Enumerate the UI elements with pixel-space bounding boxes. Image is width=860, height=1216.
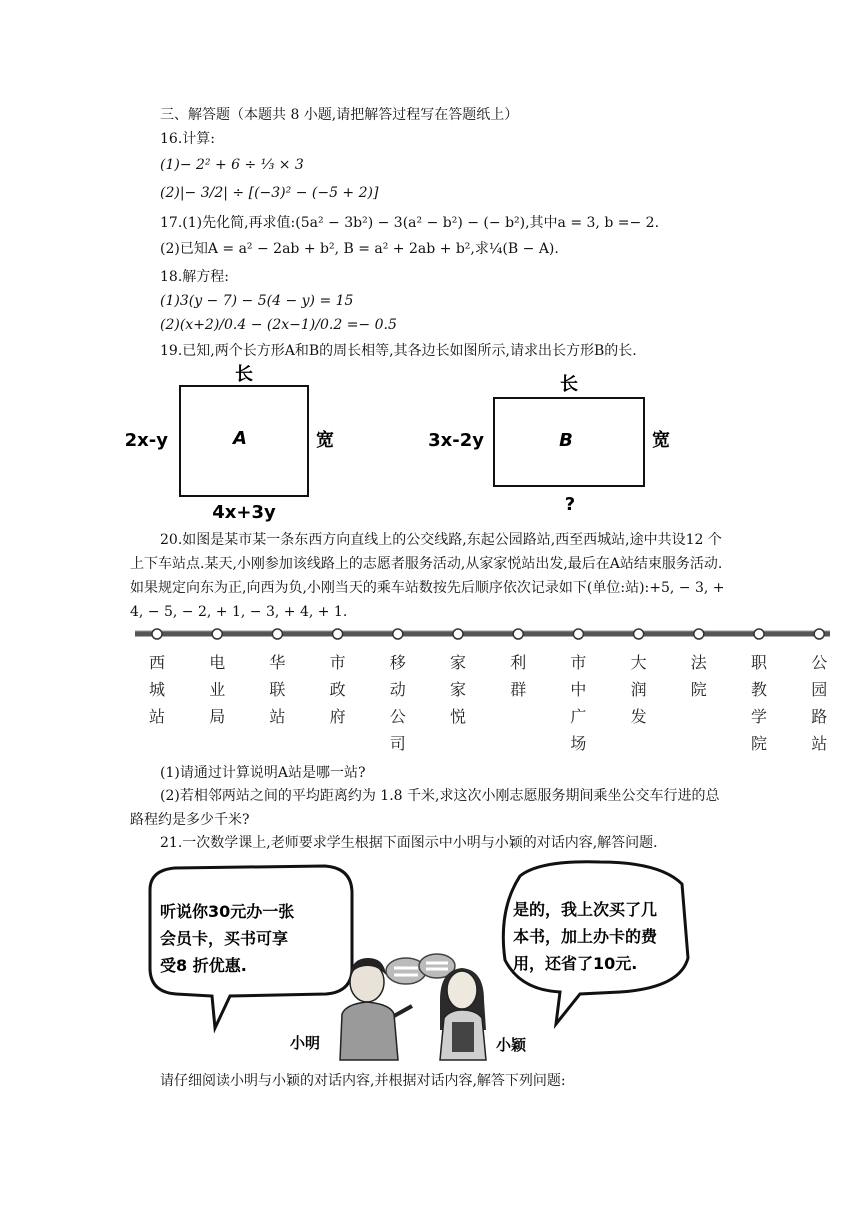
q16-title: 16.计算: [160, 131, 215, 147]
girl-illustration [440, 968, 486, 1060]
bubble-line: 受8 折优惠. [160, 956, 247, 975]
station-label-char: 西 [148, 653, 166, 672]
q17-part2: (2)已知A = a² − 2ab + b², B = a² + 2ab + b²,求¼(B − A). [160, 241, 559, 257]
station-label-char: 职 [750, 653, 768, 672]
q21-text: 21.一次数学课上,老师要求学生根据下面图示中小明与小颖的对话内容,解答问题. [160, 835, 658, 851]
station-label-char: 站 [811, 734, 828, 753]
station-label-char: 大 [630, 653, 647, 672]
rect-a-top-label: 长 [235, 364, 253, 385]
station-label-char: 站 [269, 707, 286, 726]
q19-text: 19.已知,两个长方形A和B的周长相等,其各边长如图所示,请求出长方形B的长. [160, 343, 637, 359]
q17-part1: 17.(1)先化简,再求值:(5a² − 3b²) − 3(a² − b²) − (− b²),其中a = 3, b =− 2. [160, 215, 660, 231]
station-label-char: 局 [209, 707, 226, 726]
svg-text:是的，我上次买了几本书，加上办卡的费用，还省了10元. [513, 900, 658, 974]
rect-b-left-label: 3x-2y [428, 430, 484, 451]
station-label-char: 业 [209, 680, 226, 699]
station-label-char: 市 [570, 653, 587, 672]
q20-text: 20.如图是某市某一条东西方向直线上的公交线路,东起公园路站,西至西城站,途中共设12 个上下车站点.某天,小刚参加该线路上的志愿者服务活动,从家家悦站出发,最后在A站结束服务活动.如果规定向东为正,向西为负,小刚当天的乘车站数按先后顺序依次记录如下(单位:站):+5, − 3, + 4, − 5, − 2, + 1, − 3, + 4, + 1. [130, 532, 725, 620]
q18-part2: (2)(x+2)/0.4 − (2x−1)/0.2 =− 0.5 [160, 317, 397, 333]
speech-bubble-right [503, 862, 688, 1024]
station-label-char: 园 [811, 680, 828, 699]
station-label-char: 中 [570, 680, 587, 699]
station-label-char: 发 [630, 707, 647, 726]
station-label-char: 电 [209, 653, 226, 672]
rect-b-top-label: 长 [560, 374, 578, 395]
station-label-char: 家 [449, 680, 467, 699]
station-label-char: 城 [148, 680, 166, 699]
q21-followup: 请仔细阅读小明与小颖的对话内容,并根据对话内容,解答下列问题: [160, 1073, 566, 1089]
station-label-char: 家 [449, 653, 467, 672]
bubble-line: 本书，加上办卡的费 [513, 927, 658, 946]
rect-b-name: B [559, 430, 573, 451]
station-label-char: 动 [389, 680, 406, 699]
q16-part2: (2)|− 3/2| ÷ [(−3)² − (−5 + 2)] [160, 185, 379, 201]
rect-a-name: A [233, 428, 247, 449]
station-label-char: 移 [389, 653, 406, 672]
station-label-char: 利 [510, 653, 527, 672]
station-label-char: 司 [389, 734, 406, 753]
station-label-char: 院 [750, 734, 768, 753]
q20-sub1: (1)请通过计算说明A站是哪一站? [160, 765, 366, 781]
section-header: 三、解答题（本题共 8 小题,请把解答过程写在答题纸上） [160, 107, 519, 123]
rect-a-right-label: 宽 [316, 430, 334, 451]
station-label-char: 悦 [449, 707, 467, 726]
station-label-char: 府 [329, 707, 346, 726]
station-label-char: 公 [389, 707, 406, 726]
bubble-line: 会员卡，买书可享 [160, 929, 289, 948]
station-label-char: 路 [811, 707, 828, 726]
rect-b-right-label: 宽 [652, 430, 670, 451]
station-label-char: 教 [750, 680, 768, 699]
rect-a-left-label: 2x-y [124, 430, 168, 451]
station-label-char: 广 [570, 707, 587, 726]
station-label-char: 院 [690, 680, 707, 699]
rect-b-bottom-label: ? [564, 494, 576, 515]
station-label-char: 政 [329, 680, 346, 699]
station-label-char: 群 [510, 680, 527, 699]
q16-part1: (1)− 2² + 6 ÷ ⅓ × 3 [160, 157, 304, 173]
station-label-char: 润 [630, 680, 647, 699]
name-xiaoming: 小明 [290, 1034, 321, 1052]
station-label-char: 站 [148, 707, 166, 726]
bubble-line: 听说你30元办一张 [160, 902, 295, 921]
bubble-line: 是的，我上次买了几 [513, 900, 658, 919]
q20-sub2: (2)若相邻两站之间的平均距离约为 1.8 千米,求这次小刚志愿服务期间乘坐公交车行进的总路程约是多少千米? [130, 788, 720, 828]
bubble-line: 用，还省了10元. [513, 954, 638, 973]
speech-bubble-left [150, 866, 352, 1028]
rect-a-bottom-label: 4x+3y [212, 502, 276, 523]
station-label-char: 联 [269, 680, 286, 699]
station-label-char: 学 [750, 707, 768, 726]
station-label-char: 公 [811, 653, 828, 672]
station-label-char: 法 [690, 653, 707, 672]
station-label-char: 市 [329, 653, 346, 672]
station-label-char: 华 [269, 653, 286, 672]
q18-part1: (1)3(y − 7) − 5(4 − y) = 15 [160, 293, 354, 309]
station-label-char: 场 [570, 734, 587, 753]
q18-title: 18.解方程: [160, 269, 229, 285]
name-xiaoying: 小颖 [496, 1036, 527, 1054]
